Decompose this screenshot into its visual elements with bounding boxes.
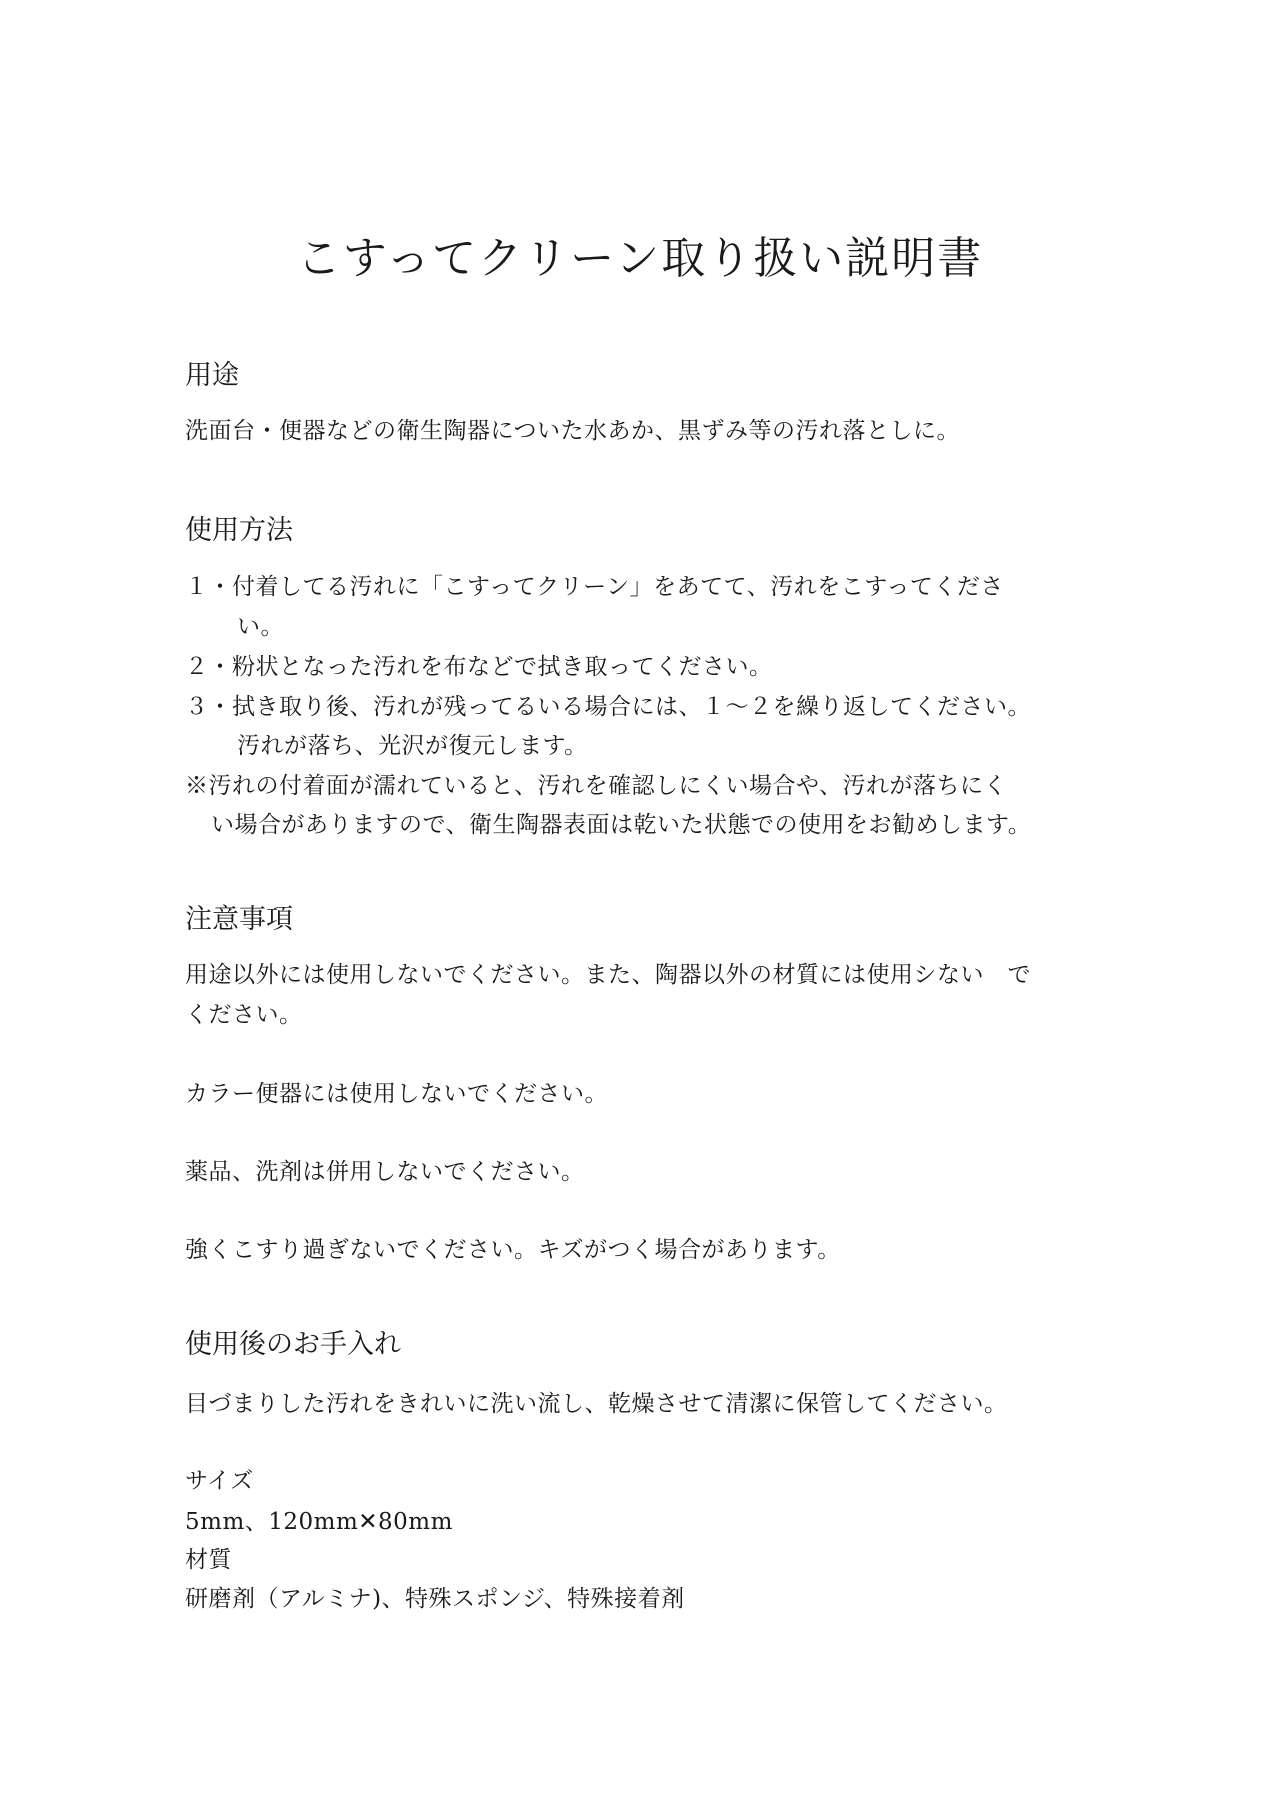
spec-material-value: 研磨剤（アルミナ)、特殊スポンジ、特殊接着剤 bbox=[185, 1586, 685, 1612]
care-heading: 使用後のお手入れ bbox=[185, 1329, 401, 1360]
method-step3-line1: ３・拭き取り後、汚れが残ってるいる場合には、１～２を繰り返してください。 bbox=[185, 694, 1031, 720]
caution-item1-line2: ください。 bbox=[185, 1002, 303, 1028]
usage-body: 洗面台・便器などの衛生陶器についた水あか、黒ずみ等の汚れ落としに。 bbox=[185, 418, 961, 444]
method-step3-line2: 汚れが落ち、光沢が復元します。 bbox=[237, 733, 588, 759]
method-step2: ２・粉状となった汚れを布などで拭き取ってください。 bbox=[185, 654, 773, 680]
usage-heading: 用途 bbox=[185, 360, 239, 391]
method-note-line1: ※汚れの付着面が濡れていると、汚れを確認しにくい場合や、汚れが落ちにく bbox=[185, 773, 1008, 799]
caution-heading: 注意事項 bbox=[185, 904, 293, 935]
spec-size-label: サイズ bbox=[185, 1468, 254, 1494]
caution-item3: 薬品、洗剤は併用しないでください。 bbox=[185, 1159, 585, 1185]
method-heading: 使用方法 bbox=[185, 515, 293, 546]
method-step1-line1: １・付着してる汚れに「こすってクリーン」をあてて、汚れをこすってくださ bbox=[185, 574, 1004, 600]
spec-size-value: 5mm、120mm✕80mm bbox=[185, 1509, 453, 1535]
spec-material-label: 材質 bbox=[185, 1547, 232, 1573]
caution-item2: カラー便器には使用しないでください。 bbox=[185, 1081, 608, 1107]
method-note-line2: い場合がありますので、衛生陶器表面は乾いた状態での使用をお勧めします。 bbox=[211, 812, 1032, 838]
caution-item4: 強くこすり過ぎないでください。キズがつく場合があります。 bbox=[185, 1237, 841, 1263]
care-body: 目づまりした汚れをきれいに洗い流し、乾燥させて清潔に保管してください。 bbox=[185, 1391, 1008, 1417]
method-step1-line2: い。 bbox=[237, 614, 284, 640]
caution-item1-line1: 用途以外には使用しないでください。また、陶器以外の材質には使用シない で bbox=[185, 962, 1031, 988]
document-title: こすってクリーン取り扱い説明書 bbox=[296, 233, 984, 284]
